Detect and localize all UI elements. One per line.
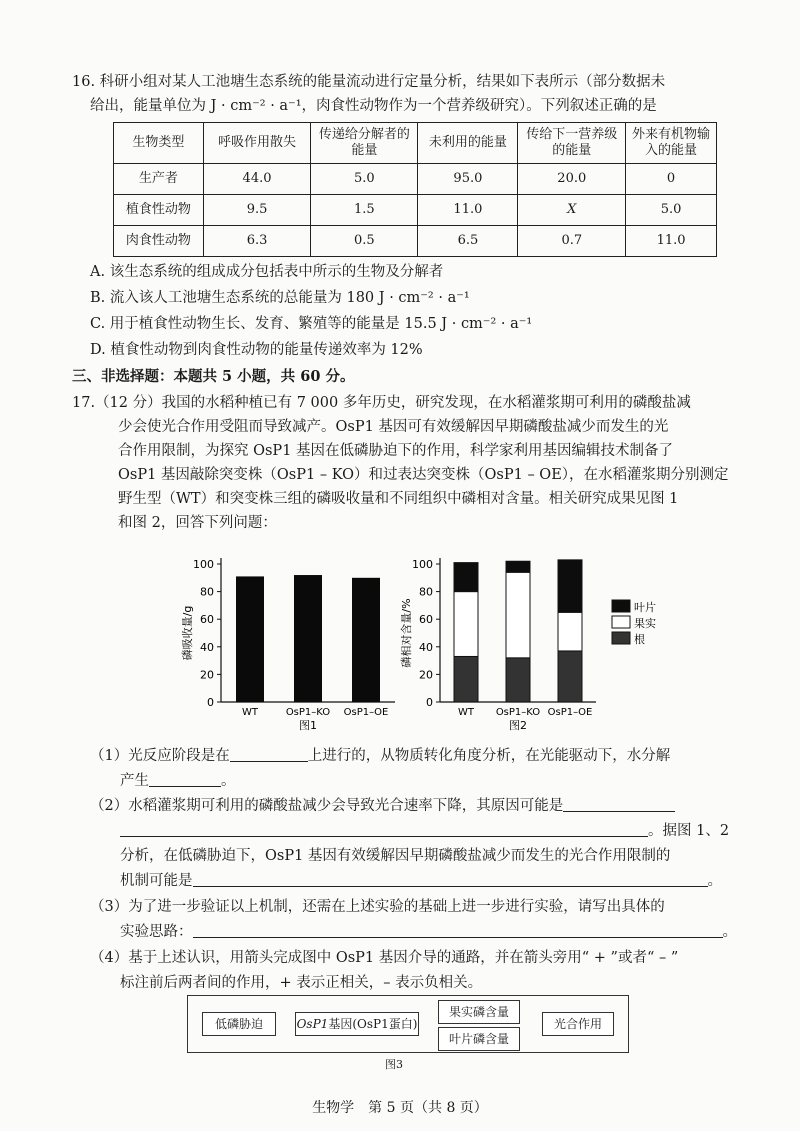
table-cell: 0.7 <box>518 226 626 257</box>
q17-sub3-line1: （3）为了进一步验证以上机制，还需在上述实验的基础上进一步进行实验，请写出具体的 <box>90 899 665 915</box>
table-cell: 11.0 <box>418 195 518 226</box>
q17-sub2-line3: 分析，在低磷胁迫下，OsP1 基因有效缓解因早期磷酸盐减少而发生的光合作用限制的 <box>120 848 671 864</box>
figure2-stacked-bar-chart <box>400 542 660 742</box>
sub3-text-b: 实验思路： <box>120 924 193 940</box>
x-tick-label: WT <box>458 707 474 718</box>
table-cell: 肉食性动物 <box>114 226 204 257</box>
q16-option-d: D. 植食性动物到肉食性动物的能量传递效率为 12% <box>90 342 423 358</box>
y-tick-label: 60 <box>419 613 433 627</box>
q16-stem-line2: 给出，能量单位为 J · cm⁻² · a⁻¹，肉食性动物作为一个营养级研究）。下列叙述正确的是 <box>90 98 657 114</box>
energy-table <box>113 122 717 257</box>
q17-line: 和图 2，回答下列问题： <box>118 515 277 531</box>
gene-name: OsP1 <box>296 1017 329 1031</box>
answer-blank[interactable] <box>120 820 648 837</box>
sub1-text-a: （1）光反应阶段是在 <box>90 748 230 764</box>
x-tick-label: OsP1–OE <box>547 707 593 718</box>
y-tick-label: 20 <box>200 668 214 682</box>
bar-segment <box>558 651 582 702</box>
table-cell: X <box>518 195 626 226</box>
q16-stem-line1: 16. 科研小组对某人工池塘生态系统的能量流动进行定量分析，结果如下表所示（部分数据未 <box>72 74 666 90</box>
q17-sub4-line2: 标注前后两者间的作用，+ 表示正相关，– 表示负相关。 <box>120 975 483 991</box>
sub2-text-e: 。 <box>707 873 722 889</box>
y-tick-label: 80 <box>419 585 433 599</box>
sub2-text-b: 。据图 1、2 <box>648 823 730 839</box>
table-cell: 生产者 <box>114 164 204 195</box>
table-header-cell: 外来有机物输入的能量 <box>626 123 717 164</box>
figure1-bar-chart <box>175 542 400 742</box>
chart-title: 图2 <box>509 719 527 732</box>
legend-label: 果实 <box>634 617 656 630</box>
answer-blank[interactable] <box>193 921 723 938</box>
answer-blank[interactable] <box>149 770 221 787</box>
q17-sub1-line1 <box>90 745 740 767</box>
table-row <box>114 195 717 226</box>
page-footer: 生物学 第 5 页（共 8 页） <box>312 1100 488 1116</box>
q17-sub3-line2 <box>120 921 770 943</box>
bar-segment <box>506 572 530 658</box>
bar-segment <box>506 658 530 702</box>
table-cell: 44.0 <box>203 164 311 195</box>
table-cell: 植食性动物 <box>114 195 204 226</box>
q16-option-b: B. 流入该人工池塘生态系统的总能量为 180 J · cm⁻² · a⁻¹ <box>90 290 470 306</box>
table-header-cell: 传递给分解者的能量 <box>311 123 418 164</box>
q16-option-c: C. 用于植食性动物生长、发育、繁殖等的能量是 15.5 J · cm⁻² · a⁻¹ <box>90 316 533 332</box>
q17-sub2-line1 <box>90 795 740 817</box>
bar <box>236 576 264 702</box>
figure3-caption: 图3 <box>385 1058 403 1071</box>
table-cell: 1.5 <box>311 195 418 226</box>
table-cell: 5.0 <box>626 195 717 226</box>
table-header-cell: 未利用的能量 <box>418 123 518 164</box>
q16-option-a: A. 该生态系统的组成成分包括表中所示的生物及分解者 <box>90 264 444 280</box>
sub1-text-c: 产生 <box>120 773 149 789</box>
sub3-text-c: 。 <box>722 924 737 940</box>
table-header-cell: 传给下一营养级的能量 <box>518 123 626 164</box>
q17-sub2-line2 <box>120 820 770 842</box>
table-header-cell: 生物类型 <box>114 123 204 164</box>
y-tick-label: 80 <box>200 585 214 599</box>
bar-segment <box>506 561 530 572</box>
q17-sub4-line1: （4）基于上述认识，用箭头完成图中 OsP1 基因介导的通路，并在箭头旁用“ + ”或者“ – ” <box>90 950 679 966</box>
sub2-text-a: （2）水稻灌浆期可利用的磷酸盐减少会导致光合速率下降，其原因可能是 <box>90 798 564 814</box>
answer-blank[interactable] <box>230 745 308 762</box>
legend-swatch <box>612 600 630 612</box>
chart-title: 图1 <box>299 719 317 732</box>
answer-blank[interactable] <box>563 795 675 812</box>
sub1-text-b: 上进行的，从物质转化角度分析，在光能驱动下，水分解 <box>307 748 671 764</box>
y-tick-label: 40 <box>419 640 433 654</box>
table-cell: 9.5 <box>203 195 311 226</box>
bar-segment <box>558 612 582 651</box>
q17-line: 野生型（WT）和突变株三组的磷吸收量和不同组织中磷相对含量。相关研究成果见图 1 <box>118 491 679 507</box>
q17-sub2-line4 <box>120 870 770 892</box>
y-tick-label: 0 <box>207 696 214 709</box>
x-tick-label: OsP1–KO <box>495 707 541 718</box>
y-tick-label: 60 <box>200 613 214 627</box>
y-tick-label: 100 <box>193 558 214 571</box>
table-row <box>114 164 717 195</box>
bar <box>294 575 322 702</box>
y-tick-label: 20 <box>419 668 433 682</box>
y-tick-label: 40 <box>200 640 214 654</box>
x-tick-label: WT <box>242 707 258 718</box>
table-cell: 95.0 <box>418 164 518 195</box>
fruit-p-box: 果实磷含量 <box>438 1000 520 1024</box>
table-row <box>114 226 717 257</box>
bar-segment <box>454 656 478 702</box>
figure3-pathway <box>187 995 629 1053</box>
y-axis-label: 磷吸收量/g <box>181 605 194 661</box>
y-tick-label: 0 <box>426 696 433 709</box>
osp1-gene-box <box>295 1012 419 1036</box>
table-cell: 0.5 <box>311 226 418 257</box>
q17-line: OsP1 基因敲除突变株（OsP1 – KO）和过表达突变株（OsP1 – OE），在水稻灌浆期分别测定 <box>118 467 729 483</box>
table-header-row <box>114 123 717 164</box>
x-tick-label: OsP1–KO <box>285 707 331 718</box>
sub2-text-d: 机制可能是 <box>120 873 193 889</box>
table-cell: 20.0 <box>518 164 626 195</box>
q17-line: 合作用限制，为探究 OsP1 基因在低磷胁迫下的作用，科学家利用基因编辑技术制备了 <box>118 443 674 459</box>
q17-line: 17.（12 分）我国的水稻种植已有 7 000 多年历史，研究发现，在水稻灌浆期可利用的磷酸盐减 <box>72 395 691 411</box>
section-heading: 三、非选择题：本题共 5 小题，共 60 分。 <box>72 368 355 385</box>
answer-blank[interactable] <box>193 870 708 887</box>
q17-line: 少会使光合作用受阻而导致减产。OsP1 基因可有效缓解因早期磷酸盐减少而发生的光 <box>118 419 669 435</box>
y-axis-label: 磷相对含量/% <box>400 598 413 668</box>
leaf-p-box: 叶片磷含量 <box>438 1027 520 1051</box>
x-tick-label: OsP1–OE <box>343 707 389 718</box>
legend-label: 叶片 <box>634 601 656 614</box>
gene-rest: 基因(OsP1蛋白) <box>328 1017 418 1031</box>
table-cell: 11.0 <box>626 226 717 257</box>
table-cell: 5.0 <box>311 164 418 195</box>
legend-label: 根 <box>634 633 645 646</box>
low-p-stress-box: 低磷胁迫 <box>202 1012 276 1036</box>
table-cell: 6.3 <box>203 226 311 257</box>
photosynthesis-box: 光合作用 <box>542 1012 614 1036</box>
sub1-text-d: 。 <box>221 773 236 789</box>
legend-swatch <box>612 632 630 644</box>
bar-segment <box>454 592 478 657</box>
bar-segment <box>454 563 478 592</box>
table-header-cell: 呼吸作用散失 <box>203 123 311 164</box>
table-cell: 6.5 <box>418 226 518 257</box>
q17-sub1-line2 <box>120 770 770 792</box>
y-tick-label: 100 <box>412 558 433 571</box>
bar <box>352 578 380 702</box>
table-cell: 0 <box>626 164 717 195</box>
legend-swatch <box>612 616 630 628</box>
bar-segment <box>558 560 582 612</box>
